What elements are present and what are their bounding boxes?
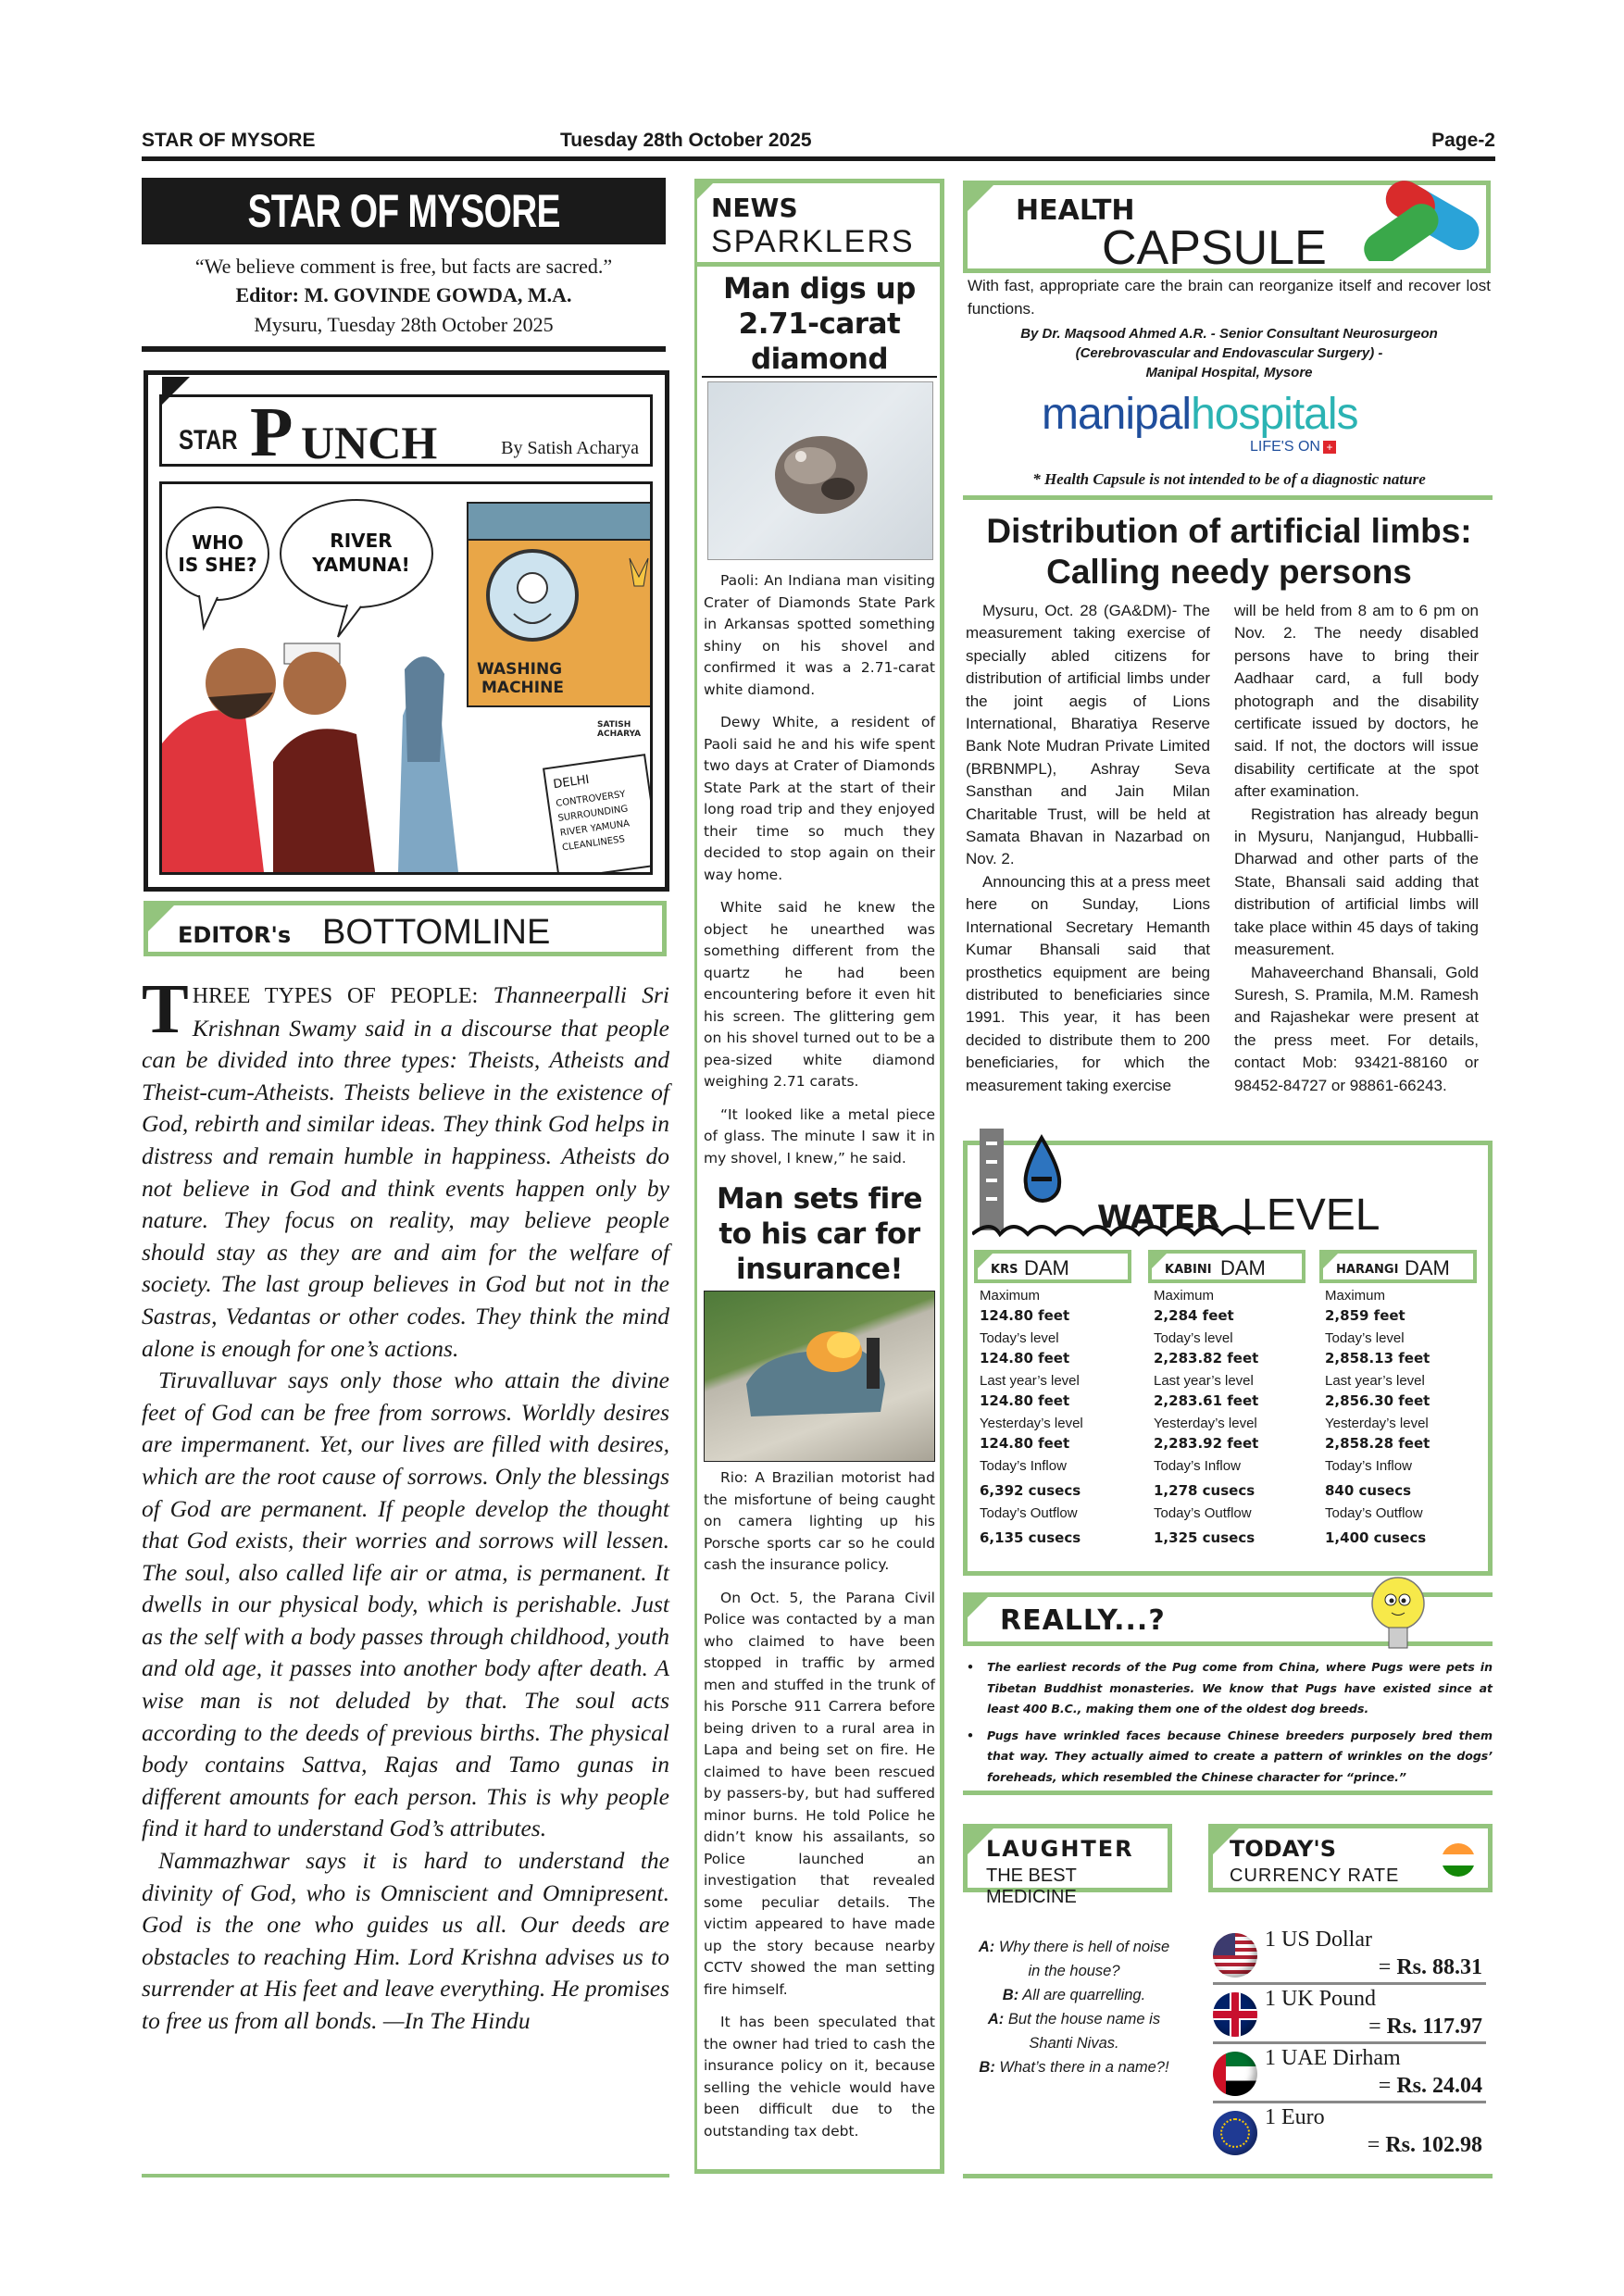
svg-text:RIVER YAMUNA: RIVER YAMUNA — [559, 818, 631, 839]
masthead-editor: Editor: M. GOVINDE GOWDA, M.A. — [235, 283, 572, 306]
svg-text:DELHI: DELHI — [552, 772, 591, 792]
story-headline: Man sets fire to his car for insurance! — [716, 1182, 923, 1286]
header-publication: STAR OF MYSORE — [142, 130, 316, 151]
star-punch-label-p: P — [250, 393, 294, 471]
svg-text:YAMUNA!: YAMUNA! — [312, 554, 410, 576]
limbs-article-column-2: will be held from 8 am to 6 pm on Nov. 2. The needy disabled persons have to bring their Aadhaar card, a full body photograph and the disability certificate issued by doctors, he said. If not, the doctors will issue disability certificate at the spot after examination. Registration has already begun in Mysuru, Nanjangud, Hubballi-Dharwad and other parts of the State, Bhansali said adding that distribution of artificial limbs will take place within 45 days of taking measurement. Mahaveerchand Bhansali, Gold Suresh, S. Pramila, M.M. Ramesh and Rajashekar were present at the press meet. For details, contact Mob: 93421-88160 or 98452-84727 or 98861-66243. — [1234, 602, 1479, 1094]
fact-item: • Pugs have wrinkled faces because Chinese breeders purposely bred them that way. They actually aimed to create a pattern of wrinkles on the dogs’ foreheads, which resembled the Chinese character for “prince.” — [963, 1726, 1493, 1789]
car-fire-photo — [704, 1291, 935, 1462]
svg-text:SURROUNDING: SURROUNDING — [557, 804, 629, 824]
plus-icon: + — [1323, 441, 1336, 454]
limbs-article-column-1: Mysuru, Oct. 28 (GA&DM)- The measurement taking exercise of specially abled citizens for distribution of artificial limbs under the joint aegis of Lions International, Bharatiya Reserve Bank Note Mudran Private Limited (BRBNMPL), Ashray Seva Sansthan and Jain Milan Charitable Trust, will be held at Samata Bhavan in Nazarbad on Nov. 2. Announcing this at a press meet here on Sunday, Lions International Secretary Hemanth Kumar Bhansali said that prosthetics equipment are being distributed to beneficiaries since 1991. This year, it has been decided to distribute them to 200 beneficiaries, for which the measurement taking exercise — [966, 602, 1210, 1094]
joke-text — [972, 1935, 1176, 2079]
lightbulb-mascot-icon — [1366, 1574, 1430, 1657]
diamond-icon — [708, 382, 934, 561]
cartoon-figures — [162, 643, 458, 872]
headline-rule — [702, 376, 937, 378]
svg-text:WHO: WHO — [192, 531, 244, 554]
water-gauge-icon — [963, 1129, 1093, 1230]
corner-flag-icon — [694, 183, 713, 202]
sparklers-label-bold: NEWS — [711, 193, 798, 223]
section-divider — [963, 495, 1493, 500]
story-headline: Man digs up 2.71-carat diamond — [723, 272, 916, 376]
masthead — [142, 178, 666, 244]
column-divider — [142, 2174, 669, 2177]
eu-flag-icon — [1213, 2111, 1257, 2155]
manipal-tagline: LIFE'S ON + — [1250, 439, 1336, 455]
star-punch-label-star: STAR — [179, 425, 238, 455]
editors-bottomline-header — [144, 901, 667, 956]
health-capsule-text: With fast, appropriate care the brain can reorganize itself and recover lost functions. — [968, 277, 1491, 318]
joke-line: A: Why there is hell of noise in the house? — [978, 1939, 1170, 1979]
cartoonist-byline: By Satish Acharya — [501, 438, 639, 458]
dam-card-krs: KRS DAM Maximum 124.80 feet Today’s level 124.80 feet Last year’s level 124.80 feet Yesterday’s level 124.80 feet Today’s Inflow 6,392 cusecs Today’s Outflow 6,135 cusecs — [974, 1250, 1131, 1548]
dam-card-harangi: HARANGI DAM Maximum 2,859 feet Today’s level 2,858.13 feet Last year’s level 2,856.30 feet Yesterday’s level 2,858.28 feet Today’s Inflow 840 cusecs Today’s Outflow 1,400 cusecs — [1319, 1250, 1477, 1548]
currency-row: 1 UAE Dirham = Rs. 24.04 — [1213, 2046, 1486, 2103]
svg-text:CONTROVERSY: CONTROVERSY — [555, 789, 627, 809]
cartoon-newspaper — [543, 755, 650, 872]
capsule-pill-icon — [1353, 168, 1492, 261]
laughter-label-bold: LAUGHTER — [986, 1836, 1134, 1862]
really-facts-list — [963, 1657, 1493, 1793]
health-label-light: CAPSULE — [1102, 221, 1327, 275]
manipal-hospitals-logo: manipalhospitals — [1042, 390, 1358, 439]
health-capsule-header — [963, 181, 1491, 273]
laughter-label-light: THE BEST MEDICINE — [986, 1866, 1077, 1907]
bottomline-paragraph: Nammazhwar says it is hard to understand the divinity of God, who is Omniscient and Omnipresent. God is the one who guides us all. Our deeds are obstacles to reaching Him. Lord Krishna advises us to surrender at His feet and leave everything. He promises to free us from all bonds. —In The Hindu — [142, 1847, 669, 2034]
bottomline-label-light: BOTTOMLINE — [322, 913, 551, 952]
story-body: Paoli: An Indiana man visiting Crater of Diamonds State Park in Arkansas spotted something shiny on his shovel and confirmed it was a 2.71-carat white diamond. Dewy White, a resident of Paoli said he and his wife spent two days at Crater of Diamonds State Park at the start of their long road trip and they enjoyed their time so much they decided to stop again on their way home. White said he knew the object he unearthed was something different from the quartz he had been encountering before it even hit his screen. The glittering gem on his shovel turned out to be a pea-sized white diamond weighing 2.71 carats. “It looked like a metal piece of glass. The minute I saw it in my shovel, I knew,” he said. — [704, 572, 935, 1167]
sparklers-label-light: SPARKLERS — [711, 224, 915, 259]
currency-row: 1 UK Pound = Rs. 117.97 — [1213, 1987, 1486, 2044]
masthead-motto: “We believe comment is free, but facts are sacred.” — [194, 255, 613, 278]
joke-line: B: What’s there in a name?! — [979, 2059, 1169, 2076]
currency-label-light: CURRENCY RATE — [1230, 1866, 1400, 1886]
corner-flag-icon — [968, 185, 993, 211]
svg-text:MACHINE: MACHINE — [481, 679, 564, 697]
drop-cap: T — [142, 970, 189, 1048]
svg-text:CLEANLINESS: CLEANLINESS — [561, 834, 626, 854]
water-label-light: LEVEL — [1242, 1191, 1380, 1240]
svg-text:SATISH: SATISH — [597, 720, 631, 730]
us-flag-icon — [1213, 1933, 1257, 1978]
corner-flag-icon — [968, 1597, 988, 1617]
cartoon-illustration — [159, 481, 653, 875]
article-source: —In The Hindu — [377, 2007, 531, 2034]
currency-header — [1208, 1824, 1493, 1892]
currency-label-bold: TODAY'S — [1230, 1836, 1336, 1862]
svg-text:ACHARYA: ACHARYA — [597, 730, 642, 739]
lead-caps: HREE TYPES OF PEOPLE: — [192, 984, 479, 1008]
joke-line: A: But the house name is Shanti Nivas. — [987, 2011, 1161, 2052]
svg-text:IS SHE?: IS SHE? — [178, 554, 257, 576]
dam-card-kabini: KABINI DAM Maximum 2,284 feet Today’s level 2,283.82 feet Last year’s level 2,283.61 feet Yesterday’s level 2,283.92 feet Today’s Inflow 1,278 cusecs Today’s Outflow 1,325 cusecs — [1148, 1250, 1305, 1548]
bottomline-label-bold: EDITOR's — [178, 922, 292, 948]
news-sparklers-header — [694, 179, 944, 267]
masthead-divider — [142, 346, 666, 352]
header-date: Tuesday 28th October 2025 — [560, 130, 812, 151]
currency-row: 1 US Dollar = Rs. 88.31 — [1213, 1928, 1486, 1985]
currency-row: 1 Euro = Rs. 102.98 — [1213, 2105, 1486, 2163]
section-divider — [963, 2174, 1493, 2178]
header-page-number: Page-2 — [1431, 130, 1495, 151]
story-body: Rio: A Brazilian motorist had the misfortune of being caught on camera lighting up his Porsche sports car so he could cash the insurance policy. On Oct. 5, the Parana Civil Police was contacted by a man who claimed to have been stopped in traffic by armed men and stuffed in the trunk of his Porsche 911 Carrera before being driven to a rural area in Lapa and being set on fire. He claimed to have been rescued by passers-by, but had suffered minor burns. He told Police he didn’t know his assailants, so Police launched an investigation that revealed some peculiar details. The victim appeared to have made up the story because nearby CCTV showed the man setting fire himself. It has been speculated that the owner had tried to cash the insurance policy on it, because selling the vehicle would have been difficult due to the outstanding tax debt. — [704, 1469, 935, 2140]
masthead-title: STAR OF MYSORE — [247, 185, 560, 237]
uae-flag-icon — [1213, 2052, 1257, 2096]
health-capsule-disclaimer: * Health Capsule is not intended to be of a diagnostic nature — [1032, 470, 1426, 488]
star-punch-label-unch: UNCH — [301, 417, 438, 468]
fact-item: • The earliest records of the Pug come from China, where Pugs were pets in Tibetan Buddhist monasteries. We know that Pugs have existed since at least 400 B.C., making them one of the oldest dog breeds. — [963, 1657, 1493, 1720]
bottomline-article — [142, 970, 669, 2038]
corner-flag-icon — [162, 377, 190, 405]
india-flag-icon — [1442, 1843, 1475, 1877]
section-divider — [963, 1791, 1493, 1795]
svg-text:RIVER: RIVER — [330, 530, 393, 552]
health-label-bold: HEALTH — [1016, 194, 1135, 227]
running-header — [142, 128, 1495, 161]
diamond-photo — [707, 381, 933, 560]
cartoon-drawing — [162, 484, 650, 872]
cartoon-machine-label: WASHING — [477, 660, 563, 679]
uk-flag-icon — [1213, 1992, 1257, 2037]
really-title: REALLY...? — [1000, 1604, 1166, 1637]
laughter-header — [963, 1824, 1172, 1907]
burning-car-icon — [705, 1292, 935, 1462]
corner-flag-icon — [148, 905, 174, 931]
bottomline-paragraph: THREE TYPES OF PEOPLE: Thanneerpalli Sri Krishnan Swamy said in a discourse that people can be divided into three types: Theists, Atheists and Theist-cum-Atheists. Theists believe in the existence of God, rebirth and similar ideas. They think God helps in distress and remain humble in happiness. Atheists do not believe in God and think events happen only by nature. They focus on reality, may believe people should stay as they are and aim for the welfare of society. The last group believes in God but not in the Sastras, Vedantas or other codes. They think the mind alone is enough for one’s actions. — [142, 970, 669, 1362]
limbs-article-headline: Distribution of artificial limbs: Calling needy persons — [986, 512, 1472, 591]
masthead-dateline: Mysuru, Tuesday 28th October 2025 — [254, 313, 554, 336]
star-punch-header — [159, 393, 653, 471]
bottomline-paragraph: Tiruvalluvar says only those who attain the divine feet of God can be free from sorrows. Worldly desires are impermanent. Yet, our lives are filled with desires, which are the root cause of sorrows. Only the blessings of God are permanent. If people develop the thought that God exists, their worries and sorrows will lessen. The soul, also called life air or atma, is permanent. It dwells in our physical body, which is perishable. Just as the self with a body passes through childhood, youth and old age, it passes into another body after death. A wise man is not deluded by that. The soul acts according to the deeds of previous births. The physical body contains Sattva, Rajas and Tamo gunas in different amounts for each person. This is why people find it hard to understand God’s attributes. — [142, 1366, 669, 1842]
water-label-bold: WATER — [1097, 1199, 1220, 1236]
health-capsule-author: By Dr. Maqsood Ahmed A.R. - Senior Consultant Neurosurgeon (Cerebrovascular and Endovascular Surgery) - Manipal Hospital, Mysore — [1020, 326, 1438, 381]
joke-line: B: All are quarrelling. — [1002, 1987, 1146, 2003]
